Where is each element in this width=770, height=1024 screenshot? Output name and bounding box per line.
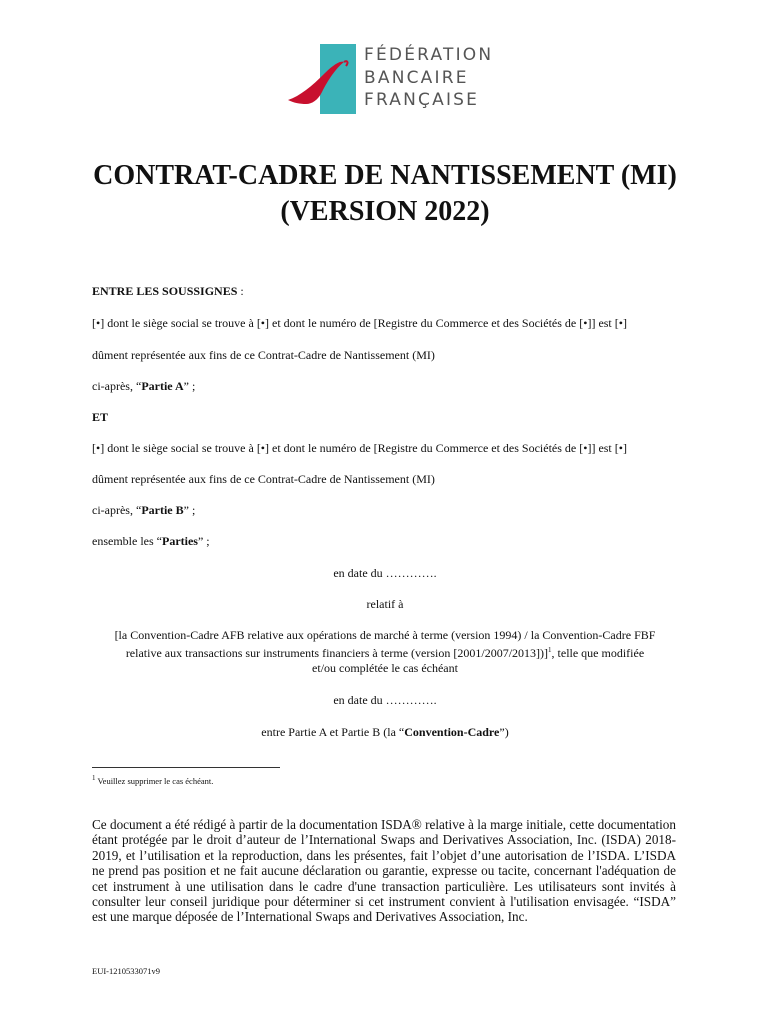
parties-collective — [92, 534, 210, 549]
et-separator — [92, 410, 108, 425]
logo-line-3: FRANÇAISE — [364, 90, 480, 110]
party-a-identity: [•] dont le siège social se trouve à [•] et dont le numéro de [Registre du Commerce et des Sociétés de [•]] est [•] — [92, 316, 627, 330]
entre-post: ”) — [499, 725, 509, 739]
document-reference: EUI-1210533071v9 — [92, 966, 160, 976]
relatif-line: relatif à — [366, 597, 404, 611]
logo-line-1: FÉDÉRATION — [364, 45, 494, 65]
parties-heading-suffix: : — [237, 284, 244, 298]
convention-line-2-pre: relative aux transactions sur instruments financiers à terme (version [2001/2007/2013])] — [125, 646, 549, 660]
footnote-divider — [92, 767, 280, 768]
party-b-identity: [•] dont le siège social se trouve à [•] et dont le numéro de [Registre du Commerce et des Sociétés de [•]] est [•] — [92, 441, 627, 455]
party-b-pre: ci-après, “ — [92, 503, 142, 517]
fbf-logo-mark-icon — [286, 44, 356, 114]
entre-pre: entre Partie A et Partie B (la “ — [261, 725, 405, 739]
convention-line-1: [la Convention-Cadre AFB relative aux opérations de marché à terme (version 1994) / la Convention-Cadre FBF — [114, 628, 656, 642]
isda-disclaimer: Ce document a été rédigé à partir de la documentation ISDA® relative à la marge initiale, cette documentation étant protégée par le droit d’auteur de l’International Swaps and Derivatives Association, Inc. (ISDA) 2018-2019, et l’utilisation et la reproduction, dans les présentes, fait l’objet d’une autorisation de l’ISDA. L’ISDA ne prend pas position et ne fait aucune déclaration ou garantie, expresse ou tacite, concernant l'adéquation de cet instrument à une utilisation dans le cadre d'une transaction particulière. Les utilisateurs sont invités à consulter leur conseil juridique pour déterminer si cet instrument convient à l'utilisation envisagée. “ISDA” est une marque déposée de l’International Swaps and Derivatives Association, Inc. — [92, 817, 676, 925]
party-a-name: Partie A — [141, 379, 184, 393]
date-line-1: en date du …………. — [333, 566, 437, 580]
parties-heading — [92, 284, 244, 299]
title-line-1: CONTRAT-CADRE DE NANTISSEMENT (MI) — [93, 160, 677, 191]
footnote-number: 1 — [92, 774, 96, 782]
convention-line-3: et/ou complétée le cas échéant — [312, 661, 458, 675]
convention-reference — [60, 628, 710, 676]
footnote-text: Veuillez supprimer le cas échéant. — [95, 775, 214, 786]
party-b-post: ” ; — [183, 503, 196, 517]
entre-line — [60, 725, 710, 740]
parties-collective-pre: ensemble les “ — [92, 534, 162, 548]
logo-wordmark — [364, 44, 493, 112]
fbf-logo — [286, 44, 496, 114]
party-b-representation: dûment représentée aux fins de ce Contrat-Cadre de Nantissement (MI) — [92, 472, 435, 486]
party-a-designation — [92, 379, 195, 394]
party-a-post: ” ; — [183, 379, 196, 393]
parties-heading-label: ENTRE LES SOUSSIGNES — [92, 284, 238, 298]
logo-line-2: BANCAIRE — [364, 67, 469, 88]
entre-name: Convention-Cadre — [404, 725, 500, 739]
party-b-name: Partie B — [141, 503, 184, 517]
document-title — [0, 158, 770, 230]
parties-collective-name: Parties — [161, 534, 198, 548]
title-line-2: (VERSION 2022) — [280, 196, 490, 227]
footnote-marker: 1 — [548, 646, 552, 654]
footnote — [92, 774, 213, 786]
party-b-designation — [92, 503, 195, 518]
party-a-pre: ci-après, “ — [92, 379, 142, 393]
et-label: ET — [92, 410, 109, 424]
parties-collective-post: ” ; — [197, 534, 210, 548]
convention-line-2-post: , telle que modifiée — [551, 646, 645, 660]
date-line-2: en date du …………. — [333, 693, 437, 707]
convention-line-2 — [60, 643, 710, 661]
party-a-representation: dûment représentée aux fins de ce Contrat-Cadre de Nantissement (MI) — [92, 348, 435, 362]
